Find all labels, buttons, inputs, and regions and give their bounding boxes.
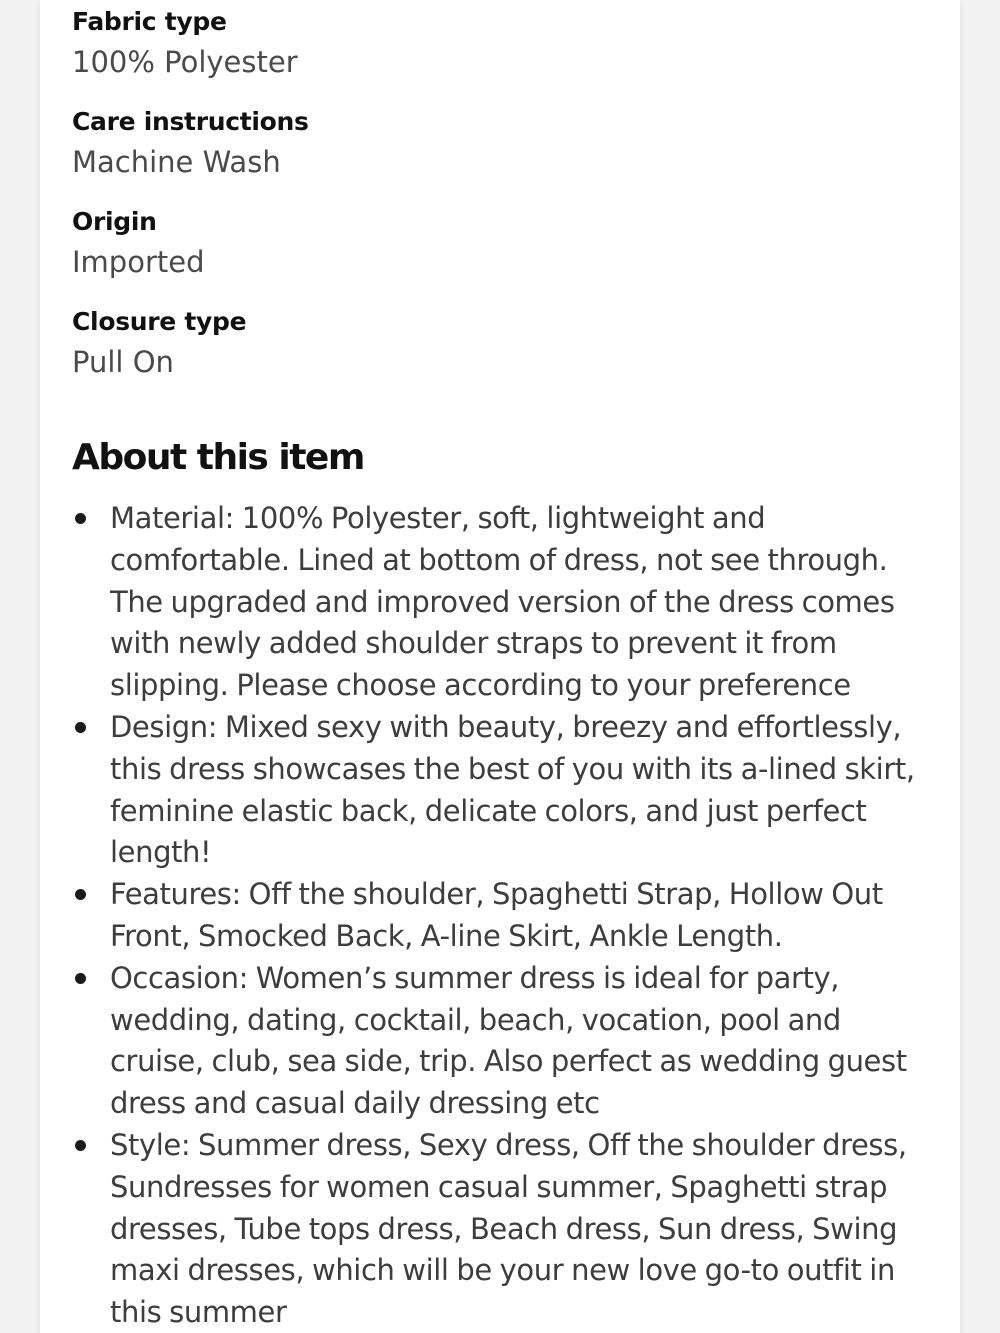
product-spec-list: [72, 0, 932, 400]
spec-value: Imported: [72, 245, 205, 279]
list-item: [72, 1125, 942, 1333]
bullet-text: Occasion: Women’s summer dress is ideal for party, wedding, dating, cocktail, beach, vocation, pool and cruise, club, sea side, trip. Also perfect as wedding guest dress and casual daily dressing etc: [110, 960, 907, 1121]
spec-value: 100% Polyester: [72, 45, 298, 79]
bullet-text: Design: Mixed sexy with beauty, breezy and effortlessly, this dress showcases the best of you with its a-lined skirt, feminine elastic back, delicate colors, and just perfect length!: [110, 709, 915, 870]
bullet-dot-icon: [75, 973, 86, 984]
list-item: [72, 707, 942, 874]
spec-value: Machine Wash: [72, 145, 281, 179]
bullet-text: Style: Summer dress, Sexy dress, Off the shoulder dress, Sundresses for women casual summer, Spaghetti strap dresses, Tube tops dress, Beach dress, Sun dress, Swing maxi dresses, which will be your new love go-to outfit in this summer: [110, 1127, 907, 1330]
bullet-text: Features: Off the shoulder, Spaghetti Strap, Hollow Out Front, Smocked Back, A-line Skirt, Ankle Length.: [110, 877, 883, 953]
spec-label: Care instructions: [72, 107, 309, 136]
list-item: [72, 958, 942, 1125]
bullet-dot-icon: [75, 722, 86, 733]
product-details-panel: [40, 0, 960, 1333]
list-item: [72, 498, 942, 707]
bullet-dot-icon: [75, 889, 86, 900]
bullet-dot-icon: [75, 513, 86, 524]
bullet-text: Material: 100% Polyester, soft, lightweight and comfortable. Lined at bottom of dress, not see through. The upgraded and improved version of the dress comes with newly added shoulder straps to prevent it from slipping. Please choose according to your preference: [110, 501, 895, 703]
spec-closure-type: [72, 300, 932, 400]
spec-label: Closure type: [72, 307, 247, 336]
spec-origin: [72, 200, 932, 300]
list-item: [72, 874, 942, 958]
spec-value: Pull On: [72, 345, 174, 379]
spec-care-instructions: [72, 100, 932, 200]
spec-label: Origin: [72, 207, 157, 236]
bullet-dot-icon: [75, 1140, 86, 1151]
about-this-item-list: [72, 498, 942, 1333]
about-this-item-heading: About this item: [72, 437, 364, 478]
spec-label: Fabric type: [72, 7, 227, 36]
spec-fabric-type: [72, 0, 932, 100]
